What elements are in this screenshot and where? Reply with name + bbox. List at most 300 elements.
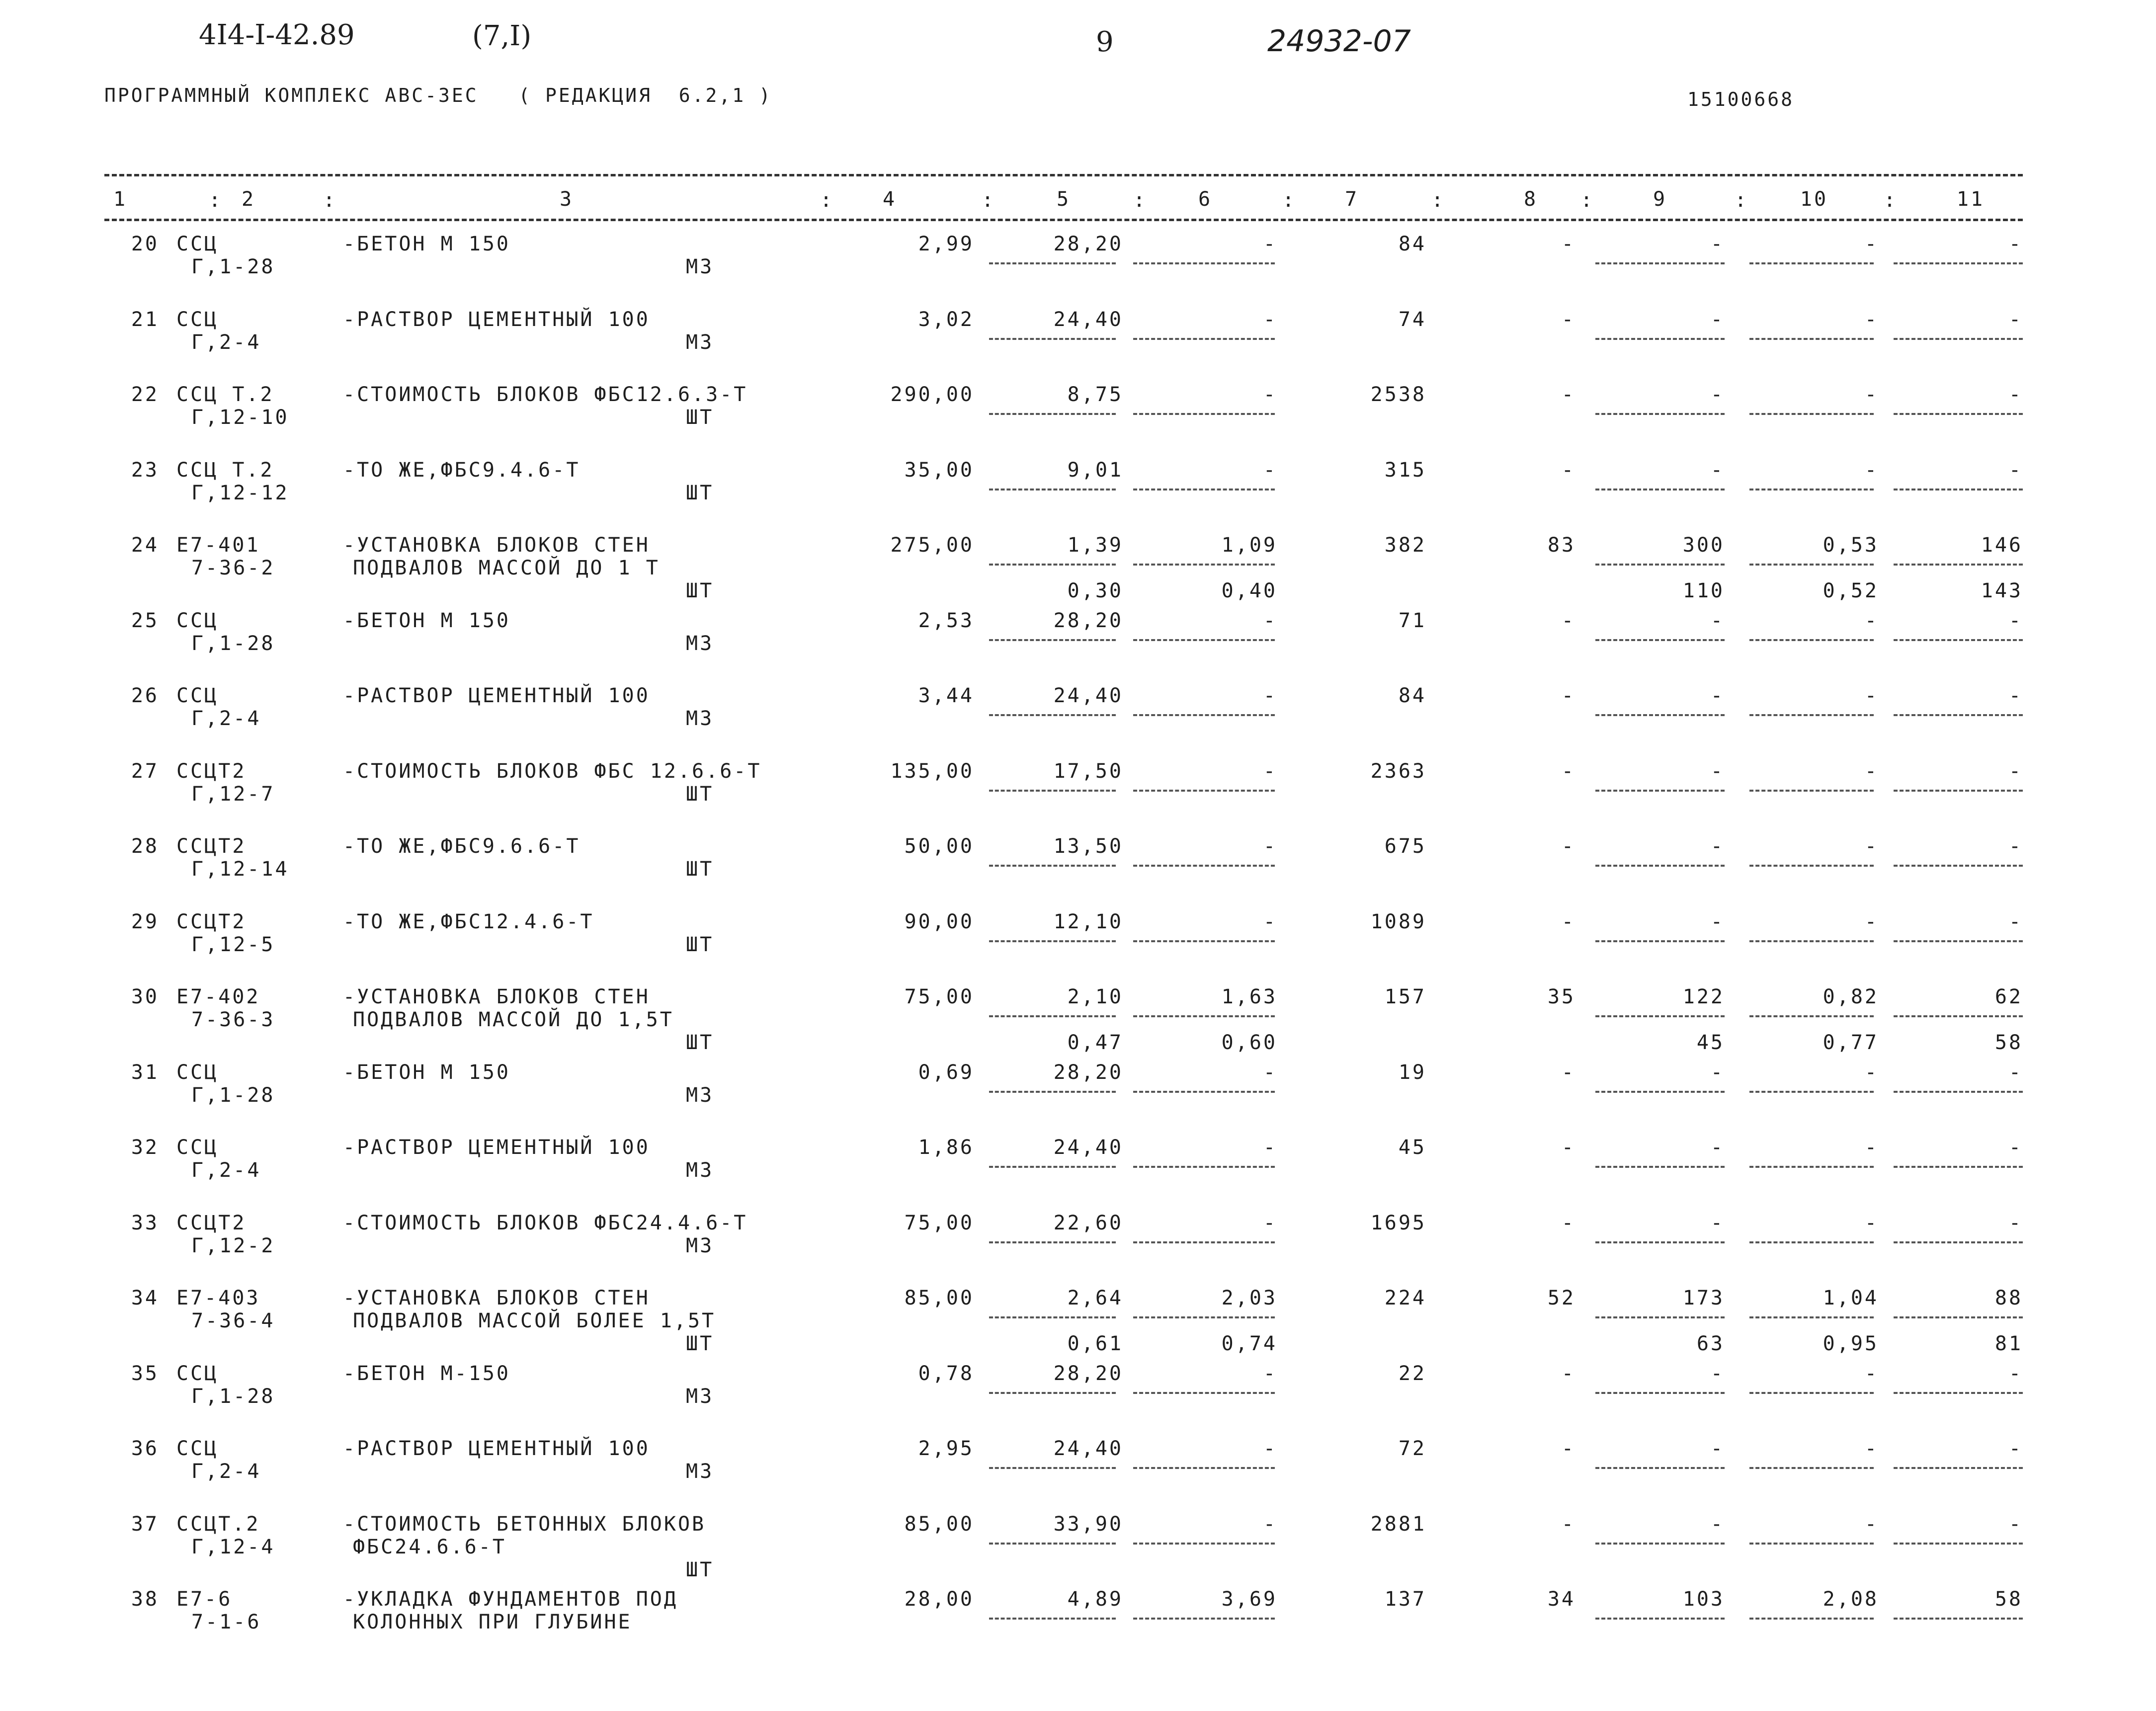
row-number: 29 <box>131 910 159 933</box>
unit-price: 12,10 <box>1053 910 1123 933</box>
total-cost: 2363 <box>1370 759 1426 783</box>
unit-of-measure: М3 <box>686 1385 714 1408</box>
col-8-value: 52 <box>1547 1287 1576 1309</box>
cell-underline <box>1749 1467 1874 1469</box>
row-number: 31 <box>131 1060 159 1084</box>
col-8-value: - <box>1561 1362 1576 1385</box>
col-9-value: 122 <box>1682 985 1725 1008</box>
col-9-value: - <box>1710 910 1725 933</box>
cell-underline <box>1749 790 1874 792</box>
col-10-value: - <box>1864 835 1879 858</box>
cell-underline <box>1749 1392 1874 1394</box>
column-separator: : <box>1735 189 1749 212</box>
cell-underline <box>1133 1618 1275 1620</box>
row-number: 35 <box>131 1362 159 1385</box>
resource-code-2: Г,2-4 <box>191 1159 261 1182</box>
col-11-value: - <box>2008 684 2023 707</box>
total-cost: 1089 <box>1370 910 1426 933</box>
col-8-value: - <box>1561 1437 1576 1460</box>
cell-underline <box>1749 1091 1874 1093</box>
column-header-2: 2 <box>241 188 256 211</box>
cell-underline <box>1894 790 2023 792</box>
cell-underline <box>1894 338 2023 340</box>
cell-underline <box>1133 262 1275 264</box>
cell-underline <box>1894 1015 2023 1017</box>
col-6-value: - <box>1263 1060 1277 1084</box>
col-11-value: - <box>2008 910 2023 933</box>
row-number: 38 <box>131 1588 159 1611</box>
row-number: 34 <box>131 1287 159 1309</box>
cell-underline <box>1595 1091 1725 1093</box>
col-6-value: 3,69 <box>1221 1588 1277 1611</box>
col-9-value: - <box>1710 458 1725 482</box>
col-11-value: - <box>2008 308 2023 331</box>
resource-code: Е7-402 <box>176 985 260 1008</box>
col-9-value: - <box>1710 835 1725 858</box>
column-separator: : <box>1282 189 1297 212</box>
column-separator: : <box>1133 189 1148 212</box>
unit-of-measure: М3 <box>686 255 714 278</box>
quantity: 75,00 <box>904 1211 974 1234</box>
cell-underline <box>1133 564 1275 566</box>
resource-code-2: Г,12-7 <box>191 782 275 806</box>
col-8-value: - <box>1561 233 1576 255</box>
resource-code-2: 7-1-6 <box>191 1611 261 1633</box>
unit-of-measure: М3 <box>686 1234 714 1257</box>
cell-underline <box>989 1467 1116 1469</box>
cell-underline <box>1133 1467 1275 1469</box>
quantity: 35,00 <box>904 458 974 482</box>
cell-underline <box>1595 790 1725 792</box>
col-8-value: 83 <box>1547 534 1576 557</box>
unit-of-measure: ШТ <box>686 858 714 881</box>
col-9-value: 173 <box>1682 1287 1725 1309</box>
resource-code: ССЦТ.2 <box>176 1512 260 1536</box>
quantity: 85,00 <box>904 1512 974 1536</box>
col-10-value: - <box>1864 1060 1879 1084</box>
resource-code: ССЦТ2 <box>176 835 247 858</box>
col-10-value: - <box>1864 1437 1879 1460</box>
unit-price-wages: 0,47 <box>1067 1031 1123 1054</box>
cell-underline <box>1133 1316 1275 1318</box>
col-11-value: - <box>2008 1060 2023 1084</box>
quantity: 3,44 <box>918 684 974 707</box>
unit-price: 4,89 <box>1067 1588 1123 1611</box>
col-9-value: - <box>1710 759 1725 783</box>
col-8-value: - <box>1561 458 1576 482</box>
column-header-5: 5 <box>1056 188 1071 211</box>
cell-underline <box>1595 564 1725 566</box>
col-11-value: 58 <box>1994 1588 2023 1611</box>
resource-code: ССЦ <box>176 308 219 331</box>
work-description: -БЕТОН М 150 <box>343 233 510 255</box>
row-number: 32 <box>131 1136 159 1159</box>
col-8-value: - <box>1561 1060 1576 1084</box>
resource-code: ССЦ <box>176 1136 219 1159</box>
col-6-value: - <box>1263 1136 1277 1159</box>
total-cost: 71 <box>1398 609 1426 632</box>
work-description: -БЕТОН М 150 <box>343 609 510 632</box>
work-description: -СТОИМОСТЬ БЛОКОВ ФБС24.4.6-Т <box>343 1211 748 1234</box>
unit-of-measure: М3 <box>686 707 714 730</box>
col-10-value: - <box>1864 233 1879 255</box>
resource-code: ССЦТ2 <box>176 1211 247 1234</box>
work-description: -ТО ЖЕ,ФБС12.4.6-Т <box>343 910 594 933</box>
col-9-wages: 45 <box>1696 1031 1725 1054</box>
col-6-value: - <box>1263 684 1277 707</box>
row-number: 22 <box>131 383 159 406</box>
cell-underline <box>1133 865 1275 867</box>
work-description: -ТО ЖЕ,ФБС9.6.6-Т <box>343 835 580 858</box>
cell-underline <box>1595 940 1725 942</box>
col-6-wages: 0,40 <box>1221 579 1277 602</box>
resource-code: Е7-401 <box>176 534 260 557</box>
cell-underline <box>1749 1618 1874 1620</box>
page-number: 9 <box>1096 26 1114 58</box>
col-6-value: 1,09 <box>1221 534 1277 557</box>
col-11-value: 62 <box>1994 985 2023 1008</box>
cell-underline <box>1894 1543 2023 1545</box>
cell-underline <box>1894 1467 2023 1469</box>
cell-underline <box>1749 338 1874 340</box>
resource-code-2: 7-36-3 <box>191 1008 275 1031</box>
cell-underline <box>1595 1392 1725 1394</box>
work-description-2: ПОДВАЛОВ МАССОЙ ДО 1 Т <box>353 557 660 579</box>
column-separator: : <box>1884 189 1898 212</box>
col-8-value: - <box>1561 684 1576 707</box>
col-8-value: - <box>1561 759 1576 783</box>
cell-underline <box>989 940 1116 942</box>
unit-price: 17,50 <box>1053 759 1123 783</box>
cell-underline <box>1894 865 2023 867</box>
cell-underline <box>1894 262 2023 264</box>
cell-underline <box>1133 1241 1275 1243</box>
cell-underline <box>1595 413 1725 415</box>
row-number: 30 <box>131 985 159 1008</box>
column-separator: : <box>820 189 834 212</box>
col-8-value: - <box>1561 383 1576 406</box>
work-description: -СТОИМОСТЬ БЛОКОВ ФБС12.6.3-Т <box>343 383 748 406</box>
col-6-value: - <box>1263 233 1277 255</box>
cell-underline <box>1894 564 2023 566</box>
row-number: 28 <box>131 835 159 858</box>
cell-underline <box>1595 1543 1725 1545</box>
col-9-value: 300 <box>1682 534 1725 557</box>
col-6-wages: 0,74 <box>1221 1332 1277 1355</box>
col-11-value: - <box>2008 233 2023 255</box>
column-separator: : <box>1431 189 1446 212</box>
column-header-3: 3 <box>559 188 574 211</box>
resource-code: ССЦ <box>176 1362 219 1385</box>
resource-code-2: Г,1-28 <box>191 255 275 278</box>
col-11-value: - <box>2008 458 2023 482</box>
col-10-value: - <box>1864 609 1879 632</box>
work-description-2: ПОДВАЛОВ МАССОЙ ДО 1,5Т <box>353 1008 674 1031</box>
row-number: 21 <box>131 308 159 331</box>
col-6-value: - <box>1263 759 1277 783</box>
cell-underline <box>989 413 1116 415</box>
unit-of-measure: М3 <box>686 1460 714 1483</box>
col-8-value: 35 <box>1547 985 1576 1008</box>
unit-of-measure: М3 <box>686 330 714 354</box>
resource-code-2: Г,1-28 <box>191 632 275 655</box>
column-separator: : <box>982 189 996 212</box>
col-6-value: - <box>1263 383 1277 406</box>
cell-underline <box>989 564 1116 566</box>
quantity: 85,00 <box>904 1287 974 1309</box>
unit-price: 2,64 <box>1067 1287 1123 1309</box>
col-8-value: - <box>1561 835 1576 858</box>
cell-underline <box>1133 489 1275 490</box>
cell-underline <box>1595 262 1725 264</box>
table-header-rule <box>104 219 2023 221</box>
column-header-7: 7 <box>1344 188 1359 211</box>
cell-underline <box>1894 1091 2023 1093</box>
col-9-value: - <box>1710 1211 1725 1234</box>
column-header-10: 10 <box>1800 188 1828 211</box>
cell-underline <box>1894 1166 2023 1168</box>
cell-underline <box>1749 1241 1874 1243</box>
col-8-value: - <box>1561 1136 1576 1159</box>
cell-underline <box>1749 639 1874 641</box>
resource-code: ССЦ <box>176 684 219 707</box>
total-cost: 22 <box>1398 1362 1426 1385</box>
cell-underline <box>989 1241 1116 1243</box>
work-description: -УСТАНОВКА БЛОКОВ СТЕН <box>343 1287 650 1309</box>
cell-underline <box>1894 413 2023 415</box>
cell-underline <box>1133 1166 1275 1168</box>
col-8-value: - <box>1561 609 1576 632</box>
unit-price: 28,20 <box>1053 233 1123 255</box>
col-10-value: - <box>1864 1211 1879 1234</box>
total-cost: 74 <box>1398 308 1426 331</box>
cell-underline <box>1595 714 1725 716</box>
unit-price: 8,75 <box>1067 383 1123 406</box>
col-11-wages: 143 <box>1981 579 2023 602</box>
cell-underline <box>1749 413 1874 415</box>
col-9-value: - <box>1710 233 1725 255</box>
col-6-value: - <box>1263 308 1277 331</box>
cell-underline <box>1595 338 1725 340</box>
row-number: 36 <box>131 1437 159 1460</box>
resource-code: Е7-6 <box>176 1588 233 1611</box>
unit-price: 22,60 <box>1053 1211 1123 1234</box>
unit-of-measure: М3 <box>686 632 714 655</box>
unit-of-measure: ШТ <box>686 933 714 956</box>
work-description-2: ФБС24.6.6-Т <box>353 1535 506 1558</box>
work-description-2: КОЛОННЫХ ПРИ ГЛУБИНЕ <box>353 1611 632 1633</box>
cell-underline <box>1894 489 2023 490</box>
document-code: 4I4-I-42.89 <box>199 19 355 51</box>
total-cost: 675 <box>1384 835 1426 858</box>
cell-underline <box>1894 940 2023 942</box>
col-9-value: 103 <box>1682 1588 1725 1611</box>
quantity: 3,02 <box>918 308 974 331</box>
total-cost: 2881 <box>1370 1512 1426 1536</box>
work-description: -РАСТВОР ЦЕМЕНТНЫЙ 100 <box>343 1437 650 1460</box>
unit-of-measure: М3 <box>686 1159 714 1182</box>
resource-code-2: Г,12-2 <box>191 1234 275 1257</box>
col-9-wages: 63 <box>1696 1332 1725 1355</box>
cell-underline <box>989 1618 1116 1620</box>
cell-underline <box>989 790 1116 792</box>
col-11-value: 88 <box>1994 1287 2023 1309</box>
col-6-value: 2,03 <box>1221 1287 1277 1309</box>
col-11-value: - <box>2008 1211 2023 1234</box>
cell-underline <box>1749 262 1874 264</box>
col-10-value: - <box>1864 684 1879 707</box>
col-10-value: - <box>1864 1136 1879 1159</box>
resource-code-2: Г,12-5 <box>191 933 275 956</box>
col-8-value: - <box>1561 308 1576 331</box>
quantity: 2,53 <box>918 609 974 632</box>
quantity: 1,86 <box>918 1136 974 1159</box>
row-number: 25 <box>131 609 159 632</box>
col-9-value: - <box>1710 383 1725 406</box>
unit-of-measure: ШТ <box>686 481 714 504</box>
total-cost: 72 <box>1398 1437 1426 1460</box>
unit-of-measure: М3 <box>686 1083 714 1107</box>
col-8-value: - <box>1561 910 1576 933</box>
col-11-value: 146 <box>1981 534 2023 557</box>
cell-underline <box>1595 1316 1725 1318</box>
unit-price: 13,50 <box>1053 835 1123 858</box>
cell-underline <box>989 1392 1116 1394</box>
unit-price-wages: 0,30 <box>1067 579 1123 602</box>
resource-code: ССЦ <box>176 233 219 255</box>
work-description-2: ПОДВАЛОВ МАССОЙ БОЛЕЕ 1,5Т <box>353 1309 716 1332</box>
col-9-value: - <box>1710 609 1725 632</box>
resource-code-2: Г,1-28 <box>191 1385 275 1408</box>
unit-price: 33,90 <box>1053 1512 1123 1536</box>
unit-price: 24,40 <box>1053 684 1123 707</box>
col-9-value: - <box>1710 1512 1725 1536</box>
cell-underline <box>1133 413 1275 415</box>
cell-underline <box>1894 1316 2023 1318</box>
col-6-value: - <box>1263 1362 1277 1385</box>
col-11-value: - <box>2008 835 2023 858</box>
col-11-value: - <box>2008 383 2023 406</box>
document-number: 15100668 <box>1687 88 1795 110</box>
cell-underline <box>1749 714 1874 716</box>
resource-code-2: Г,12-14 <box>191 858 289 881</box>
cell-underline <box>1894 714 2023 716</box>
work-description: -РАСТВОР ЦЕМЕНТНЫЙ 100 <box>343 308 650 331</box>
col-8-value: - <box>1561 1512 1576 1536</box>
quantity: 28,00 <box>904 1588 974 1611</box>
col-6-wages: 0,60 <box>1221 1031 1277 1054</box>
unit-price: 28,20 <box>1053 609 1123 632</box>
cell-underline <box>1894 639 2023 641</box>
row-number: 37 <box>131 1512 159 1536</box>
cell-underline <box>1749 489 1874 490</box>
work-description: -ТО ЖЕ,ФБС9.4.6-Т <box>343 458 580 482</box>
cell-underline <box>1133 1015 1275 1017</box>
col-9-value: - <box>1710 1437 1725 1460</box>
work-description: -РАСТВОР ЦЕМЕНТНЫЙ 100 <box>343 684 650 707</box>
cell-underline <box>1595 1015 1725 1017</box>
resource-code: ССЦ <box>176 1060 219 1084</box>
unit-of-measure: ШТ <box>686 579 714 602</box>
column-separator: : <box>323 189 337 212</box>
cell-underline <box>1749 1166 1874 1168</box>
cell-underline <box>989 639 1116 641</box>
cell-underline <box>1595 1467 1725 1469</box>
col-10-value: - <box>1864 458 1879 482</box>
quantity: 50,00 <box>904 835 974 858</box>
cell-underline <box>1133 940 1275 942</box>
work-description: -СТОИМОСТЬ БЛОКОВ ФБС 12.6.6-Т <box>343 759 762 783</box>
work-description: -УСТАНОВКА БЛОКОВ СТЕН <box>343 985 650 1008</box>
col-10-value: - <box>1864 1512 1879 1536</box>
col-6-value: - <box>1263 1437 1277 1460</box>
row-number: 27 <box>131 759 159 783</box>
quantity: 290,00 <box>890 383 974 406</box>
cell-underline <box>1749 865 1874 867</box>
row-number: 24 <box>131 534 159 557</box>
col-8-value: - <box>1561 1211 1576 1234</box>
col-11-value: - <box>2008 1362 2023 1385</box>
resource-code-2: Г,1-28 <box>191 1083 275 1107</box>
cell-underline <box>989 262 1116 264</box>
cell-underline <box>1133 639 1275 641</box>
col-11-value: - <box>2008 1512 2023 1536</box>
row-number: 20 <box>131 233 159 255</box>
unit-of-measure: ШТ <box>686 1031 714 1054</box>
cell-underline <box>1133 714 1275 716</box>
quantity: 0,69 <box>918 1060 974 1084</box>
resource-code-2: 7-36-2 <box>191 557 275 579</box>
total-cost: 315 <box>1384 458 1426 482</box>
col-10-wages: 0,52 <box>1823 579 1879 602</box>
col-10-value: 0,82 <box>1823 985 1879 1008</box>
col-10-value: - <box>1864 910 1879 933</box>
col-6-value: - <box>1263 458 1277 482</box>
total-cost: 19 <box>1398 1060 1426 1084</box>
resource-code-2: Г,2-4 <box>191 707 261 730</box>
resource-code: ССЦТ2 <box>176 910 247 933</box>
col-11-wages: 81 <box>1994 1332 2023 1355</box>
total-cost: 157 <box>1384 985 1426 1008</box>
work-description: -БЕТОН М 150 <box>343 1060 510 1084</box>
work-description: -РАСТВОР ЦЕМЕНТНЫЙ 100 <box>343 1136 650 1159</box>
col-11-value: - <box>2008 759 2023 783</box>
col-6-value: - <box>1263 609 1277 632</box>
cell-underline <box>1749 1316 1874 1318</box>
resource-code-2: Г,12-12 <box>191 481 289 504</box>
col-10-wages: 0,95 <box>1823 1332 1879 1355</box>
col-10-value: 2,08 <box>1823 1588 1879 1611</box>
work-description: -УСТАНОВКА БЛОКОВ СТЕН <box>343 534 650 557</box>
cell-underline <box>1894 1241 2023 1243</box>
col-9-value: - <box>1710 1362 1725 1385</box>
cell-underline <box>1133 1543 1275 1545</box>
total-cost: 84 <box>1398 684 1426 707</box>
col-11-value: - <box>2008 1437 2023 1460</box>
cell-underline <box>1133 790 1275 792</box>
cell-underline <box>989 1316 1116 1318</box>
cell-underline <box>1595 1241 1725 1243</box>
cell-underline <box>1595 865 1725 867</box>
unit-price: 24,40 <box>1053 1437 1123 1460</box>
col-6-value: - <box>1263 835 1277 858</box>
cell-underline <box>989 865 1116 867</box>
cell-underline <box>989 714 1116 716</box>
quantity: 0,78 <box>918 1362 974 1385</box>
cell-underline <box>989 1015 1116 1017</box>
quantity: 90,00 <box>904 910 974 933</box>
cell-underline <box>1749 1543 1874 1545</box>
